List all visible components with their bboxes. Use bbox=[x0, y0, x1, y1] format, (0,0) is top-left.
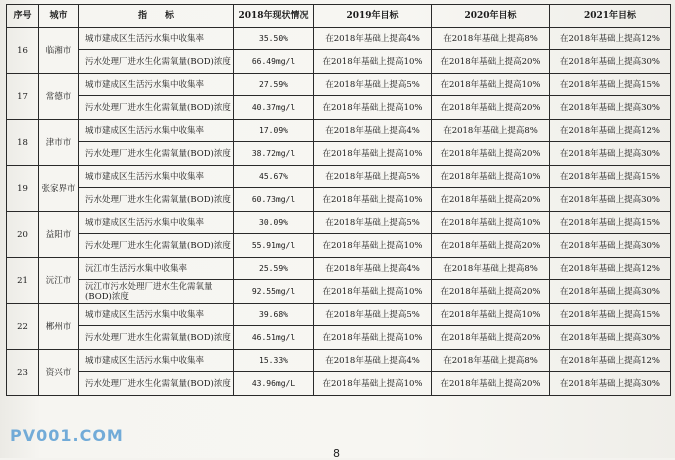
target-2019-cell: 在2018年基础上提高10% bbox=[314, 50, 432, 74]
target-2020-cell: 在2018年基础上提高20% bbox=[432, 50, 550, 74]
row-number-cell: 18 bbox=[7, 120, 39, 166]
header-2019-target: 2019年目标 bbox=[314, 5, 432, 28]
table-row bbox=[7, 280, 671, 304]
row-number-cell: 22 bbox=[7, 304, 39, 350]
indicator-cell: 城市建成区生活污水集中收集率 bbox=[79, 166, 234, 188]
target-2021-cell: 在2018年基础上提高30% bbox=[550, 50, 671, 74]
target-2019-cell: 在2018年基础上提高4% bbox=[314, 28, 432, 50]
target-2021-cell: 在2018年基础上提高30% bbox=[550, 280, 671, 304]
table-row bbox=[7, 212, 671, 234]
header-indicator: 指 标 bbox=[79, 5, 234, 28]
target-2020-cell: 在2018年基础上提高8% bbox=[432, 120, 550, 142]
target-2021-cell: 在2018年基础上提高12% bbox=[550, 28, 671, 50]
status-2018-cell: 46.51mg/l bbox=[234, 326, 314, 350]
target-2019-cell: 在2018年基础上提高4% bbox=[314, 350, 432, 372]
header-no: 序号 bbox=[7, 5, 39, 28]
target-2019-cell: 在2018年基础上提高10% bbox=[314, 372, 432, 396]
target-2019-cell: 在2018年基础上提高10% bbox=[314, 188, 432, 212]
status-2018-cell: 15.33% bbox=[234, 350, 314, 372]
target-2021-cell: 在2018年基础上提高30% bbox=[550, 188, 671, 212]
target-2019-cell: 在2018年基础上提高10% bbox=[314, 142, 432, 166]
target-2019-cell: 在2018年基础上提高10% bbox=[314, 234, 432, 258]
city-cell: 沅江市 bbox=[39, 258, 79, 304]
target-2020-cell: 在2018年基础上提高10% bbox=[432, 74, 550, 96]
target-2020-cell: 在2018年基础上提高20% bbox=[432, 142, 550, 166]
target-2020-cell: 在2018年基础上提高8% bbox=[432, 28, 550, 50]
city-cell: 资兴市 bbox=[39, 350, 79, 396]
row-number-cell: 16 bbox=[7, 28, 39, 74]
target-2021-cell: 在2018年基础上提高12% bbox=[550, 120, 671, 142]
header-city: 城市 bbox=[39, 5, 79, 28]
target-2020-cell: 在2018年基础上提高10% bbox=[432, 212, 550, 234]
target-2020-cell: 在2018年基础上提高10% bbox=[432, 166, 550, 188]
indicator-cell: 沅江市污水处理厂进水生化需氧量(BOD)浓度 bbox=[79, 280, 234, 304]
city-cell: 津市市 bbox=[39, 120, 79, 166]
table-row bbox=[7, 304, 671, 326]
target-2020-cell: 在2018年基础上提高20% bbox=[432, 326, 550, 350]
city-cell: 临湘市 bbox=[39, 28, 79, 74]
table-row bbox=[7, 350, 671, 372]
table-header-row bbox=[7, 5, 671, 28]
target-2021-cell: 在2018年基础上提高12% bbox=[550, 350, 671, 372]
table-row bbox=[7, 96, 671, 120]
table-row bbox=[7, 188, 671, 212]
indicator-cell: 污水处理厂进水生化需氧量(BOD)浓度 bbox=[79, 372, 234, 396]
row-number-cell: 20 bbox=[7, 212, 39, 258]
status-2018-cell: 25.59% bbox=[234, 258, 314, 280]
target-2020-cell: 在2018年基础上提高20% bbox=[432, 188, 550, 212]
table-row bbox=[7, 258, 671, 280]
target-2020-cell: 在2018年基础上提高20% bbox=[432, 372, 550, 396]
status-2018-cell: 17.09% bbox=[234, 120, 314, 142]
city-cell: 张家界市 bbox=[39, 166, 79, 212]
status-2018-cell: 30.09% bbox=[234, 212, 314, 234]
table-row bbox=[7, 142, 671, 166]
row-number-cell: 21 bbox=[7, 258, 39, 304]
table-row bbox=[7, 234, 671, 258]
indicator-cell: 污水处理厂进水生化需氧量(BOD)浓度 bbox=[79, 234, 234, 258]
indicator-cell: 城市建成区生活污水集中收集率 bbox=[79, 212, 234, 234]
target-2021-cell: 在2018年基础上提高15% bbox=[550, 74, 671, 96]
status-2018-cell: 43.96mg/L bbox=[234, 372, 314, 396]
target-2019-cell: 在2018年基础上提高4% bbox=[314, 258, 432, 280]
status-2018-cell: 38.72mg/l bbox=[234, 142, 314, 166]
target-2021-cell: 在2018年基础上提高15% bbox=[550, 304, 671, 326]
target-2019-cell: 在2018年基础上提高10% bbox=[314, 280, 432, 304]
target-2020-cell: 在2018年基础上提高8% bbox=[432, 258, 550, 280]
table-row bbox=[7, 166, 671, 188]
target-2021-cell: 在2018年基础上提高12% bbox=[550, 258, 671, 280]
indicator-cell: 城市建成区生活污水集中收集率 bbox=[79, 120, 234, 142]
city-cell: 常德市 bbox=[39, 74, 79, 120]
target-2019-cell: 在2018年基础上提高10% bbox=[314, 96, 432, 120]
target-2019-cell: 在2018年基础上提高5% bbox=[314, 304, 432, 326]
target-2021-cell: 在2018年基础上提高15% bbox=[550, 212, 671, 234]
target-2020-cell: 在2018年基础上提高20% bbox=[432, 280, 550, 304]
city-cell: 益阳市 bbox=[39, 212, 79, 258]
indicator-cell: 城市建成区生活污水集中收集率 bbox=[79, 74, 234, 96]
target-2021-cell: 在2018年基础上提高30% bbox=[550, 372, 671, 396]
status-2018-cell: 27.59% bbox=[234, 74, 314, 96]
header-2020-target: 2020年目标 bbox=[432, 5, 550, 28]
target-2020-cell: 在2018年基础上提高20% bbox=[432, 234, 550, 258]
target-2019-cell: 在2018年基础上提高4% bbox=[314, 120, 432, 142]
table-row bbox=[7, 28, 671, 50]
target-2019-cell: 在2018年基础上提高5% bbox=[314, 74, 432, 96]
status-2018-cell: 45.67% bbox=[234, 166, 314, 188]
indicator-cell: 沅江市生活污水集中收集率 bbox=[79, 258, 234, 280]
indicator-cell: 污水处理厂进水生化需氧量(BOD)浓度 bbox=[79, 50, 234, 74]
header-2018-status: 2018年现状情况 bbox=[234, 5, 314, 28]
row-number-cell: 19 bbox=[7, 166, 39, 212]
target-2020-cell: 在2018年基础上提高8% bbox=[432, 350, 550, 372]
target-2020-cell: 在2018年基础上提高10% bbox=[432, 304, 550, 326]
indicator-cell: 污水处理厂进水生化需氧量(BOD)浓度 bbox=[79, 188, 234, 212]
row-number-cell: 23 bbox=[7, 350, 39, 396]
table-row bbox=[7, 120, 671, 142]
watermark: PV001.COM bbox=[10, 426, 124, 445]
status-2018-cell: 92.55mg/l bbox=[234, 280, 314, 304]
status-2018-cell: 60.73mg/l bbox=[234, 188, 314, 212]
indicator-cell: 城市建成区生活污水集中收集率 bbox=[79, 304, 234, 326]
indicator-cell: 城市建成区生活污水集中收集率 bbox=[79, 350, 234, 372]
target-2019-cell: 在2018年基础上提高10% bbox=[314, 326, 432, 350]
status-2018-cell: 35.50% bbox=[234, 28, 314, 50]
target-2019-cell: 在2018年基础上提高5% bbox=[314, 212, 432, 234]
indicator-cell: 城市建成区生活污水集中收集率 bbox=[79, 28, 234, 50]
table-row bbox=[7, 372, 671, 396]
table-row bbox=[7, 50, 671, 74]
page-number: 8 bbox=[333, 447, 340, 460]
target-2021-cell: 在2018年基础上提高30% bbox=[550, 142, 671, 166]
city-cell: 郴州市 bbox=[39, 304, 79, 350]
target-2021-cell: 在2018年基础上提高15% bbox=[550, 166, 671, 188]
target-2021-cell: 在2018年基础上提高30% bbox=[550, 234, 671, 258]
target-2019-cell: 在2018年基础上提高5% bbox=[314, 166, 432, 188]
status-2018-cell: 66.49mg/l bbox=[234, 50, 314, 74]
indicator-cell: 污水处理厂进水生化需氧量(BOD)浓度 bbox=[79, 96, 234, 120]
table-row bbox=[7, 326, 671, 350]
status-2018-cell: 40.37mg/l bbox=[234, 96, 314, 120]
table-row bbox=[7, 74, 671, 96]
header-2021-target: 2021年目标 bbox=[550, 5, 671, 28]
target-2020-cell: 在2018年基础上提高20% bbox=[432, 96, 550, 120]
indicator-cell: 污水处理厂进水生化需氧量(BOD)浓度 bbox=[79, 326, 234, 350]
status-2018-cell: 55.91mg/l bbox=[234, 234, 314, 258]
row-number-cell: 17 bbox=[7, 74, 39, 120]
status-2018-cell: 39.68% bbox=[234, 304, 314, 326]
target-2021-cell: 在2018年基础上提高30% bbox=[550, 96, 671, 120]
targets-table bbox=[6, 4, 671, 396]
indicator-cell: 污水处理厂进水生化需氧量(BOD)浓度 bbox=[79, 142, 234, 166]
target-2021-cell: 在2018年基础上提高30% bbox=[550, 326, 671, 350]
